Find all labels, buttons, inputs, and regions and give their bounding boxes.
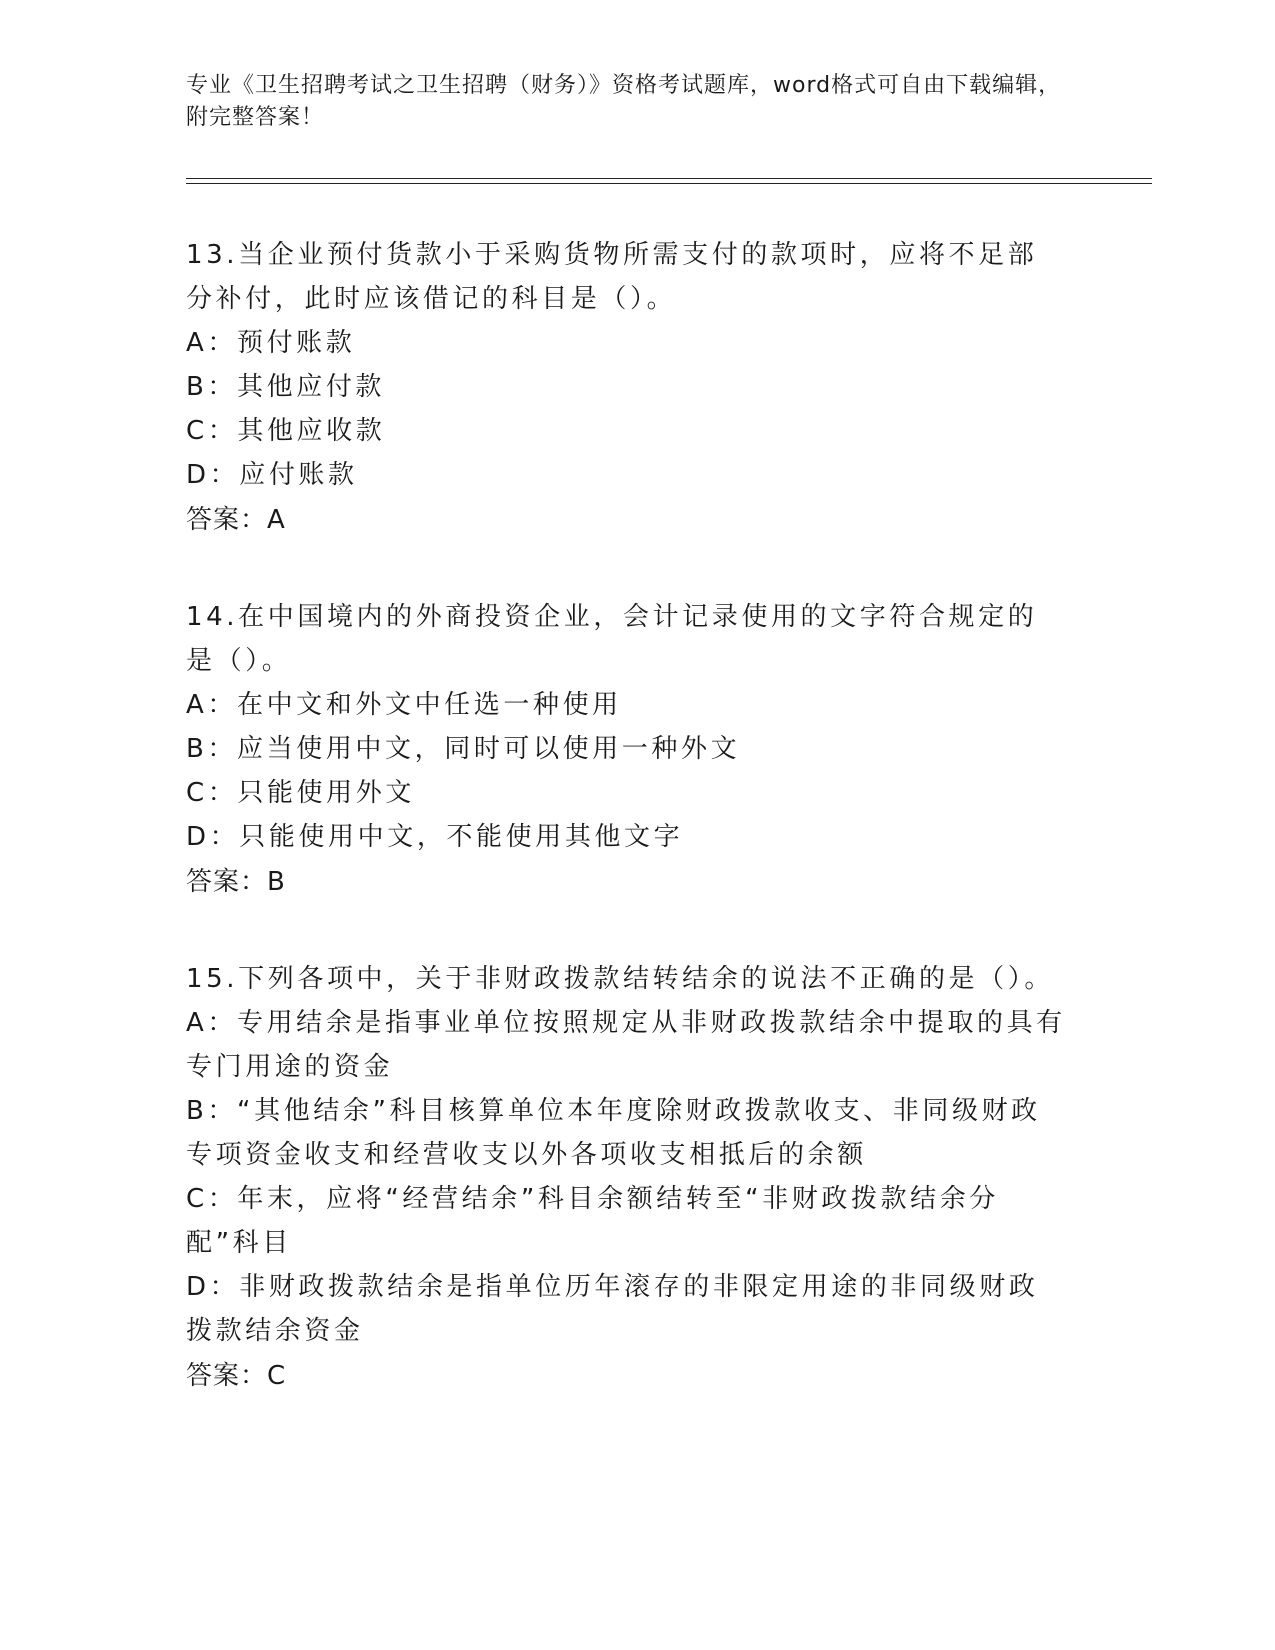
option-d: D：非财政拨款结余是指单位历年滚存的非限定用途的非同级财政拨款结余资金: [186, 1272, 1039, 1346]
option-d: D：只能使用中文，不能使用其他文字: [186, 822, 684, 852]
option-b: B：其他应付款: [186, 372, 386, 402]
answer: 答案：B: [186, 867, 286, 897]
answer: 答案：A: [186, 505, 286, 535]
option-c: C：年末，应将“经营结余”科目余额结转至“非财政拨款结余分配”科目: [186, 1184, 999, 1258]
question-15: [186, 957, 1066, 1399]
document-header: 专业《卫生招聘考试之卫生招聘（财务）》资格考试题库，word格式可自由下载编辑，附完整答案！: [186, 73, 1062, 130]
option-a: A：专用结余是指事业单位按照规定从非财政拨款结余中提取的具有专门用途的资金: [186, 1008, 1066, 1082]
question-14: [186, 595, 1066, 905]
header-divider-bottom: [186, 183, 1152, 184]
option-b: B：“其他结余”科目核算单位本年度除财政拨款收支、非同级财政专项资金收支和经营收支以外各项收支相抵后的余额: [186, 1096, 1041, 1170]
option-b: B：应当使用中文，同时可以使用一种外文: [186, 734, 741, 764]
question-stem: 13.当企业预付货款小于采购货物所需支付的款项时，应将不足部分补付，此时应该借记的科目是（）。: [186, 240, 1038, 314]
option-c: C：其他应收款: [186, 416, 386, 446]
header-divider-top: [186, 178, 1152, 179]
question-13: [186, 233, 1066, 543]
answer: 答案：C: [186, 1361, 287, 1391]
option-c: C：只能使用外文: [186, 778, 415, 808]
option-a: A：在中文和外文中任选一种使用: [186, 690, 622, 720]
option-d: D：应付账款: [186, 460, 358, 490]
question-stem: 14.在中国境内的外商投资企业，会计记录使用的文字符合规定的是（）。: [186, 602, 1038, 676]
question-stem: 15.下列各项中，关于非财政拨款结转结余的说法不正确的是（）。: [186, 964, 1054, 994]
option-a: A：预付账款: [186, 328, 356, 358]
